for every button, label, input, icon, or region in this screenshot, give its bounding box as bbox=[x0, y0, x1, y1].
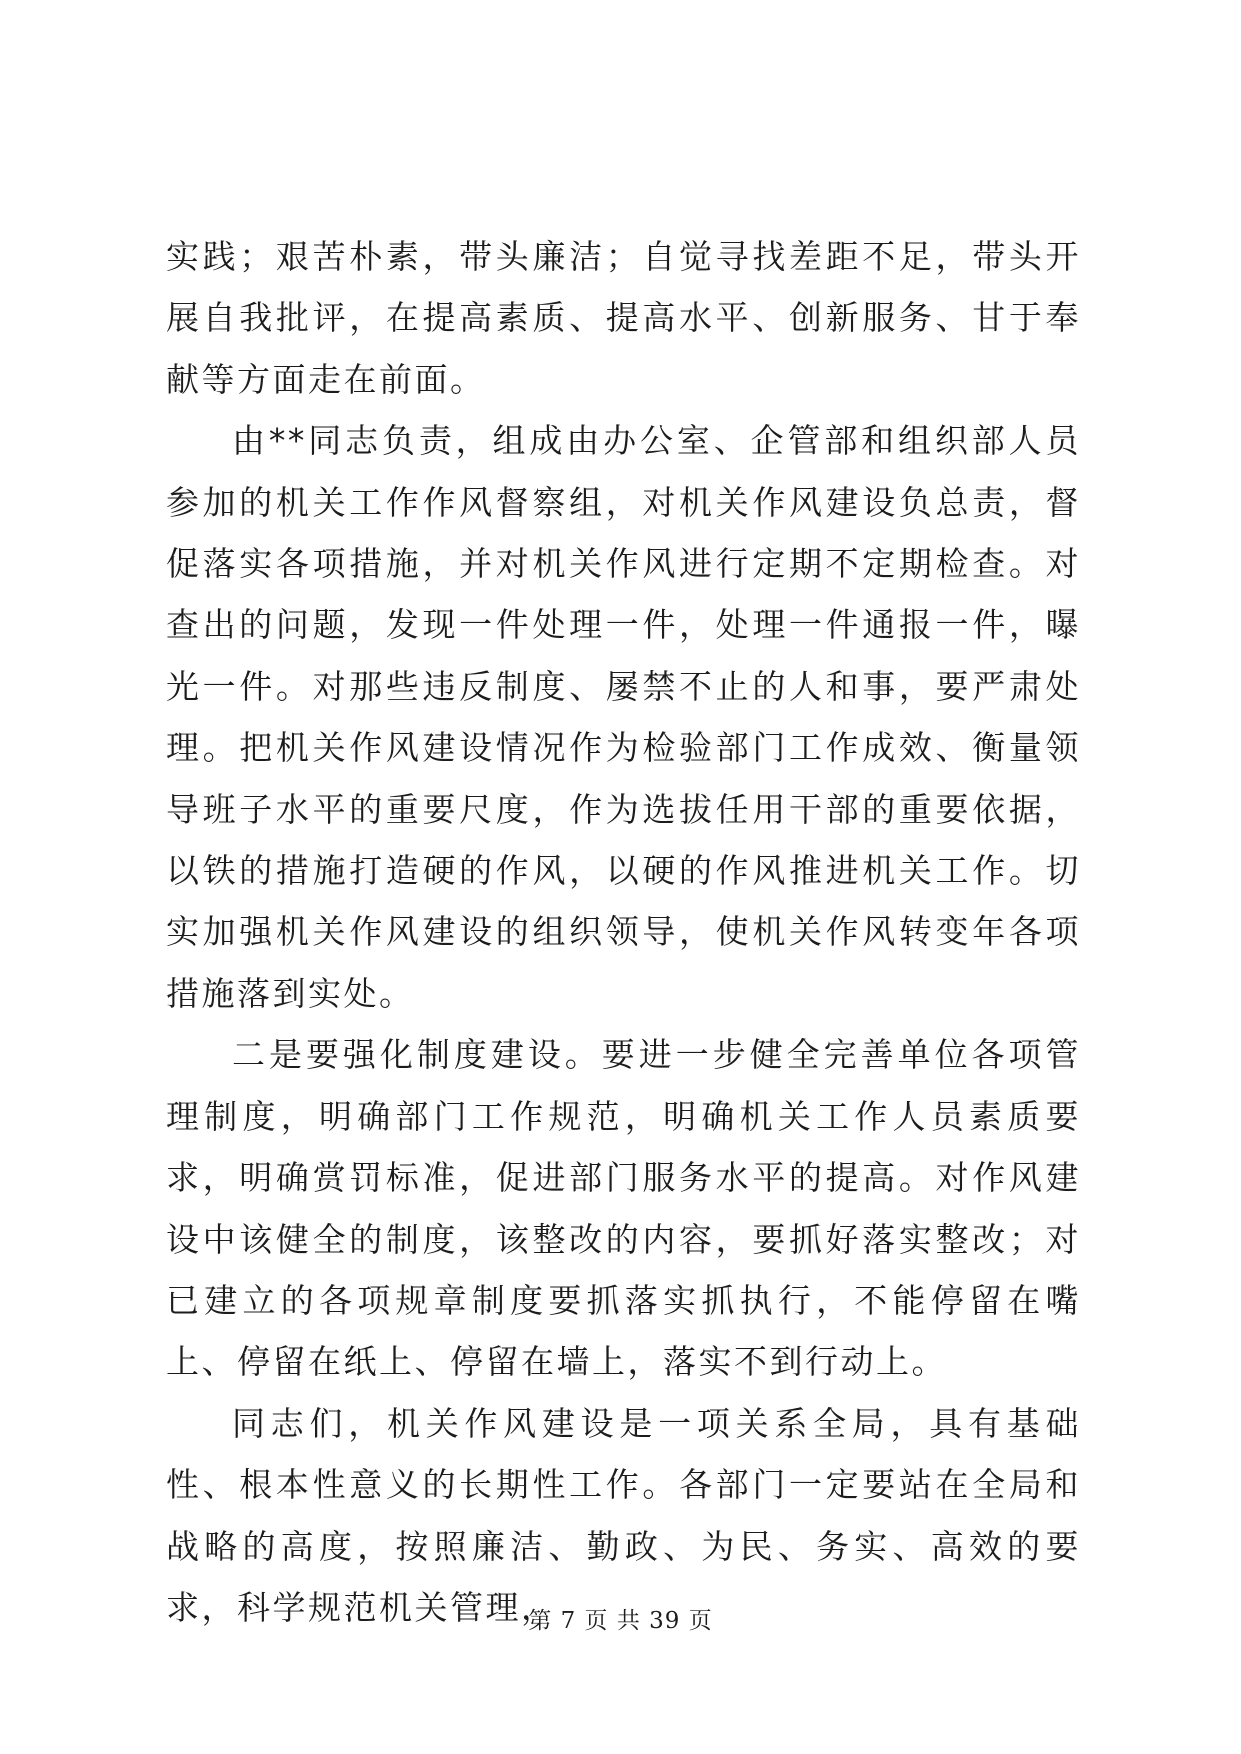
paragraph-2: 由**同志负责，组成由办公室、企管部和组织部人员参加的机关工作作风督察组，对机关作风建设负总责，督促落实各项措施，并对机关作风进行定期不定期检查。对查出的问题，发现一件处理一件，处理一件通报一件，曝光一件。对那些违反制度、屡禁不止的人和事，要严肃处理。把机关作风建设情况作为检验部门工作成效、衡量领导班子水平的重要尺度，作为选拔任用干部的重要依据，以铁的措施打造硬的作风，以硬的作风推进机关工作。切实加强机关作风建设的组织领导，使机关作风转变年各项措施落到实处。 bbox=[166, 421, 1081, 1013]
page-number-footer: 第 7 页 共 39 页 bbox=[528, 1608, 713, 1634]
paragraph-3: 二是要强化制度建设。要进一步健全完善单位各项管理制度，明确部门工作规范，明确机关工作人员素质要求，明确赏罚标准，促进部门服务水平的提高。对作风建设中该健全的制度，该整改的内容，要抓好落实整改；对已建立的各项规章制度要抓落实抓执行，不能停留在嘴上、停留在纸上、停留在墙上，落实不到行动上。 bbox=[166, 1035, 1081, 1382]
paragraph-1: 实践；艰苦朴素，带头廉洁；自觉寻找差距不足，带头开展自我批评，在提高素质、提高水平、创新服务、甘于奉献等方面走在前面。 bbox=[166, 237, 1081, 399]
paragraph-4: 同志们，机关作风建设是一项关系全局，具有基础性、根本性意义的长期性工作。各部门一定要站在全局和战略的高度，按照廉洁、勤政、为民、务实、高效的要求，科学规范机关管理， bbox=[166, 1403, 1081, 1627]
document-body bbox=[166, 226, 1081, 1638]
